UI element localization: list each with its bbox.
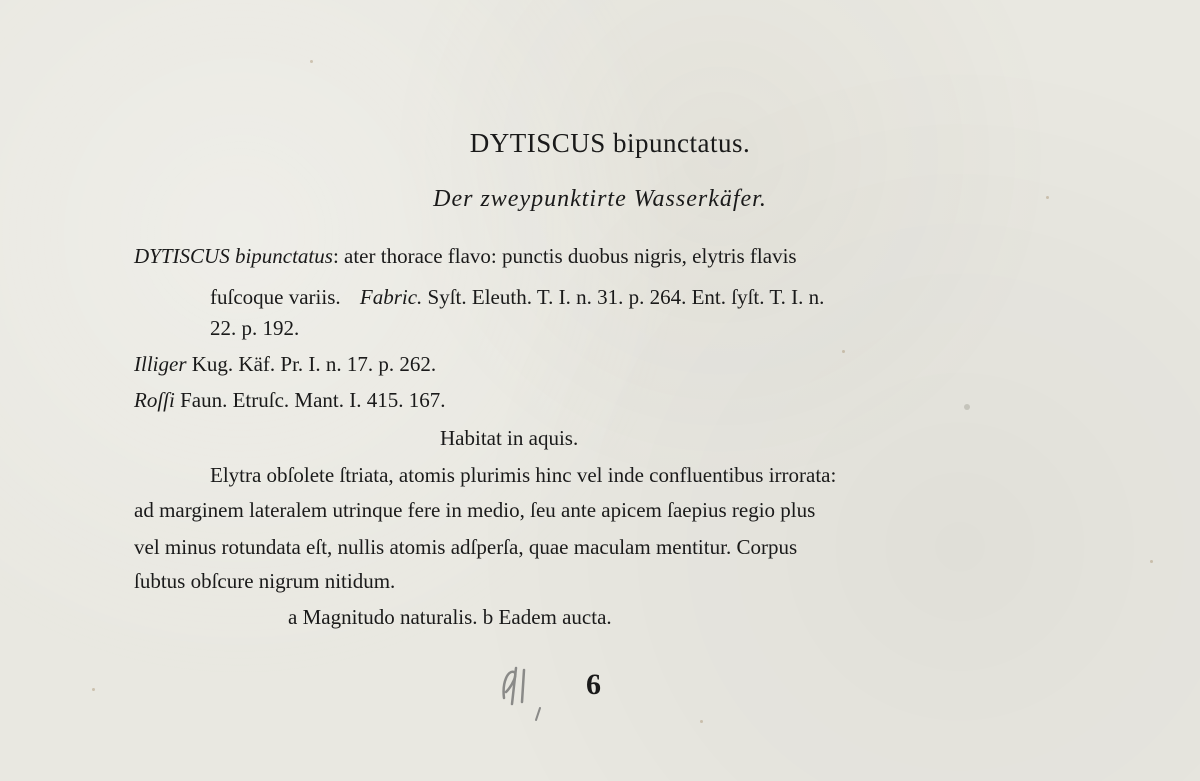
page-number: 6 bbox=[586, 668, 601, 701]
reference-citation: Faun. Etruſc. Mant. I. 415. 167. bbox=[180, 388, 446, 412]
diagnosis-text: : ater thorace flavo: punctis duobus nigris, elytris flavis bbox=[332, 244, 797, 268]
paper-speck bbox=[964, 404, 970, 410]
reference-citation: Kug. Käf. Pr. I. n. 17. p. 262. bbox=[191, 352, 437, 376]
paper-speck bbox=[92, 688, 95, 691]
page-title: DYTISCUS bipunctatus. bbox=[469, 128, 751, 158]
entry-line-2 bbox=[210, 287, 824, 308]
citation-fabricius: Syſt. Eleuth. T. I. n. 31. p. 264. Ent. ſyſt. T. I. n. bbox=[427, 285, 825, 309]
reference-rossi bbox=[134, 390, 445, 411]
reference-author: Roſſi bbox=[134, 388, 175, 412]
paper-speck bbox=[842, 350, 845, 353]
reference-author: Illiger bbox=[134, 352, 187, 376]
page-subtitle: Der zweypunktirte Wasserkäfer. bbox=[433, 186, 767, 212]
description-line: ſubtus obſcure nigrum nitidum. bbox=[134, 569, 396, 593]
diagnosis-continuation: fuſcoque variis. bbox=[210, 285, 341, 309]
habitat-text: Habitat in aquis. bbox=[440, 426, 579, 450]
description-line: vel minus rotundata eſt, nullis atomis adſperſa, quae maculam mentitur. Corpus bbox=[134, 535, 798, 559]
entry-line-1 bbox=[134, 246, 797, 267]
description-line: ad marginem lateralem utrinque fere in medio, ſeu ante apicem ſaepius regio plus bbox=[134, 498, 816, 522]
paper-speck bbox=[700, 720, 703, 723]
reference-illiger bbox=[134, 354, 436, 375]
description-line: Elytra obſolete ſtriata, atomis plurimis hinc vel inde confluentibus irrorata: bbox=[210, 463, 837, 487]
author-fabricius: Fabric. bbox=[359, 285, 423, 309]
pencil-mark-icon bbox=[494, 652, 564, 722]
entry-line-3: 22. p. 192. bbox=[210, 316, 300, 340]
species-name: DYTISCUS bipunctatus bbox=[134, 244, 333, 268]
figure-caption: a Magnitudo naturalis. b Eadem aucta. bbox=[288, 605, 612, 629]
paper-speck bbox=[310, 60, 313, 63]
paper-speck bbox=[1150, 560, 1153, 563]
